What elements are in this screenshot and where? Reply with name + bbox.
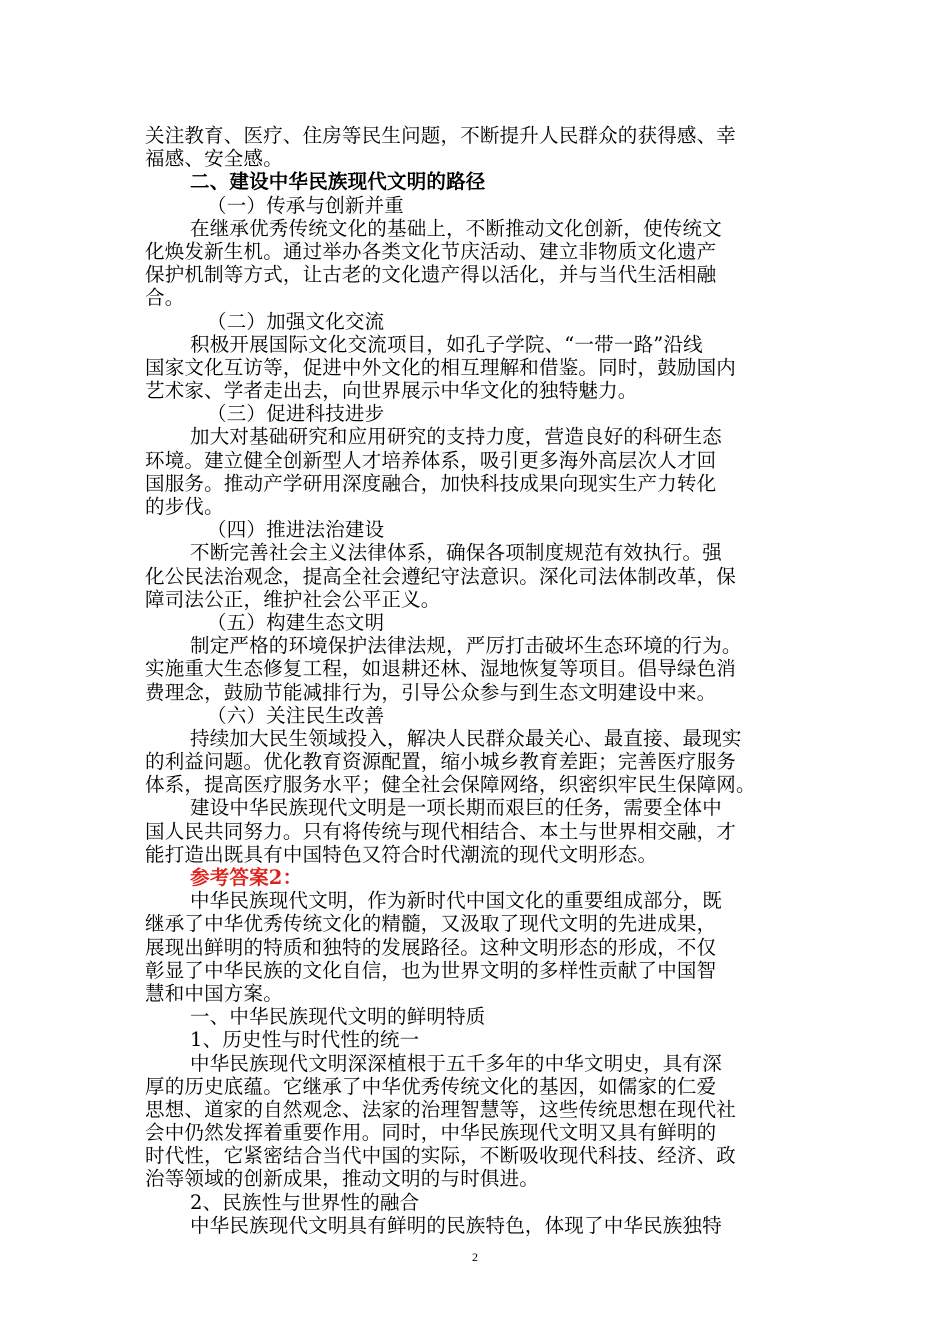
text-line: 在继承优秀传统文化的基础上，不断推动文化创新，使传统文 [190, 216, 722, 240]
text-line: 障司法公正，维护社会公平正义。 [145, 587, 441, 611]
text-line: 治等领域的创新成果，推动文明的与时俱进。 [145, 1167, 540, 1191]
text-line: 制定严格的环境保护法律法规，严厉打击破坏生态环境的行为。 [190, 634, 742, 658]
text-line: 的步伐。 [145, 495, 224, 518]
text-line: （三）促进科技进步 [207, 402, 385, 426]
text-line: 继承了中华优秀传统文化的精髓，又汲取了现代文明的先进成果， [145, 912, 717, 936]
text-line: 的利益问题。优化教育资源配置，缩小城乡教育差距；完善医疗服务 [145, 750, 737, 774]
text-line: 国人民共同努力。只有将传统与现代相结合、本土与世界相交融，才 [145, 819, 737, 843]
text-line: 国家文化互访等，促进中外文化的相互理解和借鉴。同时，鼓励国内 [145, 355, 737, 379]
text-line: 化公民法治观念，提高全社会遵纪守法意识。深化司法体制改革，保 [145, 564, 737, 588]
text-line: 环境。建立健全创新型人才培养体系，吸引更多海外高层次人才回 [145, 448, 717, 472]
text-line: 建设中华民族现代文明是一项长期而艰巨的任务，需要全体中 [190, 796, 722, 820]
text-line: 中华民族现代文明，作为新时代中国文化的重要组成部分，既 [190, 889, 722, 913]
text-line: 时代性，它紧密结合当代中国的实际，不断吸收现代科技、经济、政 [145, 1144, 737, 1168]
document-body [145, 124, 815, 1237]
text-line: 关注教育、医疗、住房等民生问题，不断提升人民群众的获得感、幸 [145, 124, 737, 147]
text-line: 加大对基础研究和应用研究的支持力度，营造良好的科研生态 [190, 425, 722, 449]
page-number: 2 [472, 1250, 478, 1264]
text-line: 合。 [145, 286, 185, 310]
text-line: 会中仍然发挥着重要作用。同时，中华民族现代文明又具有鲜明的 [145, 1121, 717, 1145]
text-line: 体系，提高医疗服务水平；健全社会保障网络，织密织牢民生保障网。 [145, 773, 756, 797]
text-line: 思想、道家的自然观念、法家的治理智慧等，这些传统思想在现代社 [145, 1097, 737, 1121]
text-line: 不断完善社会主义法律体系，确保各项制度规范有效执行。强 [190, 541, 722, 565]
answer-label: 参考答案2： [190, 866, 303, 889]
text-line: 2、民族性与世界性的融合 [190, 1190, 420, 1214]
text-line: 福感、安全感。 [145, 147, 283, 171]
text-line: （一）传承与创新并重 [207, 193, 405, 217]
text-line: 中华民族现代文明深深植根于五千多年的中华文明史，具有深 [190, 1051, 722, 1075]
text-line: 慧和中国方案。 [145, 981, 283, 1005]
text-line: 能打造出既具有中国特色又符合时代潮流的现代文明形态。 [145, 842, 658, 866]
text-line: 保护机制等方式，让古老的文化遗产得以活化，并与当代生活相融 [145, 263, 717, 287]
text-line: （六）关注民生改善 [207, 703, 385, 727]
section-heading: 二、建设中华民族现代文明的路径 [190, 170, 486, 194]
text-line: （五）构建生态文明 [207, 610, 385, 634]
text-line: 1、历史性与时代性的统一 [190, 1028, 420, 1052]
text-line: 积极开展国际文化交流项目，如孔子学院、“一带一路”沿线 [190, 332, 703, 356]
text-line: 彰显了中华民族的文化自信，也为世界文明的多样性贡献了中国智 [145, 958, 717, 982]
text-line: 国服务。推动产学研用深度融合，加快科技成果向现实生产力转化 [145, 471, 717, 495]
text-line: 化焕发新生机。通过举办各类文化节庆活动、建立非物质文化遗产 [145, 239, 717, 263]
text-line: 展现出鲜明的特质和独特的发展路径。这种文明形态的形成，不仅 [145, 935, 717, 959]
text-line: 一、中华民族现代文明的鲜明特质 [190, 1005, 486, 1029]
text-line: 厚的历史底蕴。它继承了中华优秀传统文化的基因，如儒家的仁爱 [145, 1074, 717, 1098]
text-line: （二）加强文化交流 [207, 309, 385, 333]
text-line: 费理念，鼓励节能减排行为，引导公众参与到生态文明建设中来。 [145, 680, 717, 704]
text-line: 中华民族现代文明具有鲜明的民族特色，体现了中华民族独特 [190, 1213, 722, 1237]
text-line: 持续加大民生领域投入，解决人民群众最关心、最直接、最现实 [190, 726, 742, 750]
text-line: 艺术家、学者走出去，向世界展示中华文化的独特魅力。 [145, 379, 638, 403]
text-line: 实施重大生态修复工程，如退耕还林、湿地恢复等项目。倡导绿色消 [145, 657, 737, 681]
text-line: （四）推进法治建设 [207, 518, 385, 542]
